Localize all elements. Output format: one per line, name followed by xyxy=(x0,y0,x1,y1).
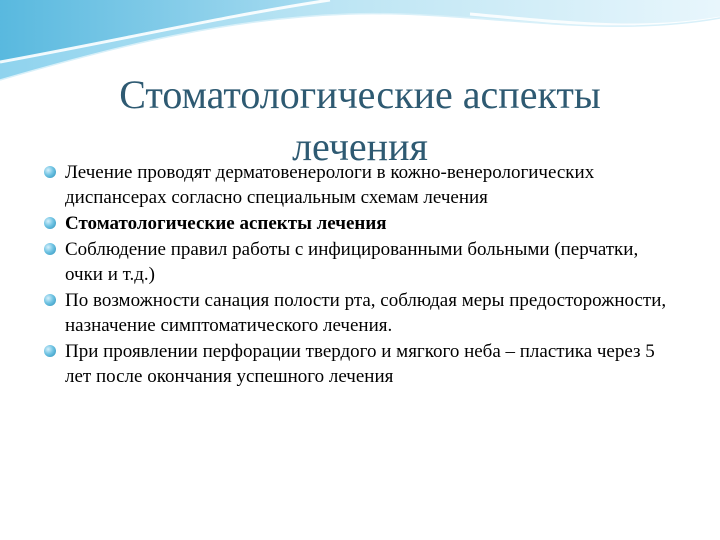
bullet-text: Лечение проводят дерматовенерологи в кожно-венерологических диспансерах согласно специальным схемам лечения xyxy=(65,162,595,208)
slide-title-line-2: лечения xyxy=(292,123,428,169)
bullet-item xyxy=(40,237,680,287)
bullet-dot-icon xyxy=(44,217,56,229)
slide-title-line-1: Стоматологические аспекты xyxy=(119,71,601,117)
bullet-item xyxy=(40,211,680,236)
bullet-text: Стоматологические аспекты лечения xyxy=(65,213,387,234)
bullet-dot-icon xyxy=(44,243,56,255)
bullet-text: По возможности санация полости рта, соблюдая меры предосторожности, назначение симптоматического лечения. xyxy=(65,290,667,336)
bullet-dot-icon xyxy=(44,166,56,178)
bullet-dot-icon xyxy=(44,345,56,357)
bullet-dot-icon xyxy=(44,294,56,306)
bullet-item xyxy=(40,160,680,210)
bullet-list xyxy=(40,160,680,390)
slide-title xyxy=(60,69,660,173)
bullet-text: При проявлении перфорации твердого и мягкого неба – пластика через 5 лет после окончания успешного лечения xyxy=(65,341,655,387)
bullet-text: Соблюдение правил работы с инфицированными больными (перчатки, очки и т.д.) xyxy=(65,239,639,285)
bullet-item xyxy=(40,288,680,338)
bullet-item xyxy=(40,339,680,389)
